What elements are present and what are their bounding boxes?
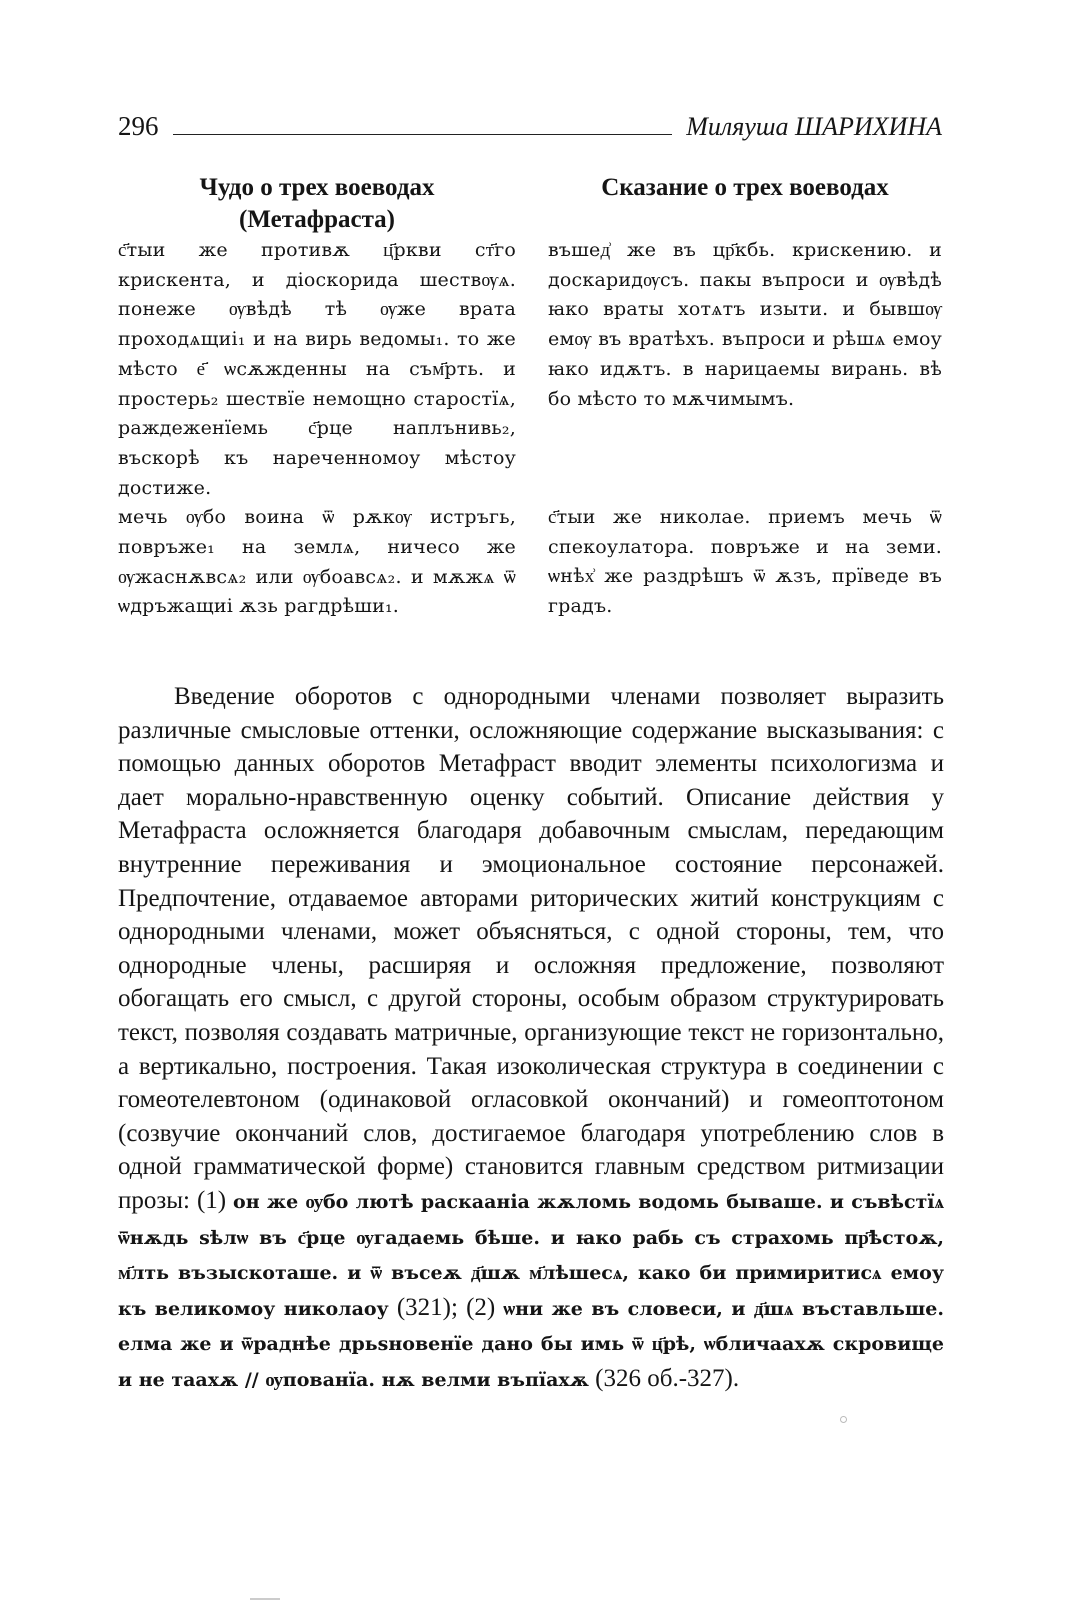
left-column-passage-2: мечь ѹбо воина ѿ рѫкѹ истръгь, повръже₁ на землѧ, ничесо же ѹжаснѫвсѧ₂ или ѹбоавсѧ₂. и мѫжѧ ѿ ѡдръжащиі ѫзь рагдрѣши₁. [118,506,516,618]
running-head-author: Миляуша ШАРИХИНА [686,112,942,141]
left-column-passage-1: с҃тыи же противѫ ц҃ркви ст҃го крискента, и діоскорида шествѹѧ. понеже ѹвѣдѣ тѣ ѹже врата проходѧщиі₁ и на вирь ведомы₁. то же мѣсто е҃ ѡсѫжденны на съм҃рть. и простерь₂ шествїе немощно старостїѧ, раждеженїемь с҃рце наплънивь₂, въскорѣ къ нареченномоу мѣстоу достиже. [118,239,516,499]
example-2-quote: ѡни же въ словеси, и д҃шѧ въставльше. елма же и ѿраднѣе дрьѕновенїе дано бы имь ѿ ц҃рѣ, ѡбличаахѫ скровище и не таахѫ // ѹпованїа. нѫ велми въпїахѫ [118,1297,944,1391]
example-1-reference: (321); [396,1293,458,1321]
right-column-passage-2: с҃тыи же николае. приемъ мечь ѿ спекоулатора. повръже и на земи. ѡнѣх͗ же раздрѣшъ ѿ ѫзъ, прїведе въ градъ. [548,506,942,618]
left-column-title-line2: (Метафраста) [239,206,395,233]
left-column-title-line1: Чудо о трех воеводах [199,174,435,201]
body-text: Введение оборотов с однородными членами позволяет выразить различные смысловые оттенки, осложняющие содержание высказывания: с помощью данных оборотов Метафраст вводит элементы психологизма и дает морально-нравственную оценку событий. Описание действия у Метафраста осложняется благодаря добавочным смыслам, передающим внутренние переживания и эмоциональное состояние персонажей. Предпочтение, отдаваемое авторами риторических житий конструкциям с однородными членами, может объясняться, с одной стороны, тем, что однородные члены, расширяя и осложняя предложение, позволяют обогащать его смысл, с другой стороны, особым образом структурировать текст, позволяя создавать матричные, организующие текст не горизонтально, а вертикально, построения. Такая изоколическая структура в соединении с гомеотелевтоном (одинаковой огласовкой окончаний) и гомеоптотоном (созвучие окончаний слов, достигаемое благодаря употреблению слов в одной грамматической форме) становится главным средством ритмизации прозы: [118,683,944,1214]
right-column [548,172,942,622]
header-rule [173,134,673,135]
example-1-label: (1) [196,1186,227,1214]
right-column-title: Сказание о трех воеводах [601,174,889,201]
right-column-passage-1: въшед͗ же въ цр҃кбь. крискению. и доскаридѹсъ. пакы въпроси и ѹвѣдѣ ꙗко враты хотѧтъ изыти. и бывшѹ емѹ въ вратѣхъ. въпроси и рѣшѧ емоу ꙗко идѫтъ. в нарицаемы вирань. вѣ бо мѣсто то мѫчимымъ. [548,239,942,410]
example-1-quote: он же ѹбо лютѣ раскааніа жѫломь водомь бываше. и съвѣстїѧ ѿнѫдь ѕѣлѡ въ с҃рце ѹгадаемь бѣше. и ꙗко рабь съ страхомь пр҃ѣстоѫ, м҃лть възыскоташе. и ѿ въсеѫ д҃шѫ м҃лѣшесѧ, како би примиритисѧ емоу къ великомоу николаоу [118,1190,945,1320]
body-paragraph [118,680,944,1397]
page-number: 296 [118,111,159,141]
left-column [118,172,516,622]
running-header [118,96,942,140]
scan-mark [250,1598,280,1600]
example-2-label: (2) [466,1293,496,1321]
scan-speck [840,1416,847,1423]
example-2-reference: (326 об.-327). [595,1364,740,1392]
